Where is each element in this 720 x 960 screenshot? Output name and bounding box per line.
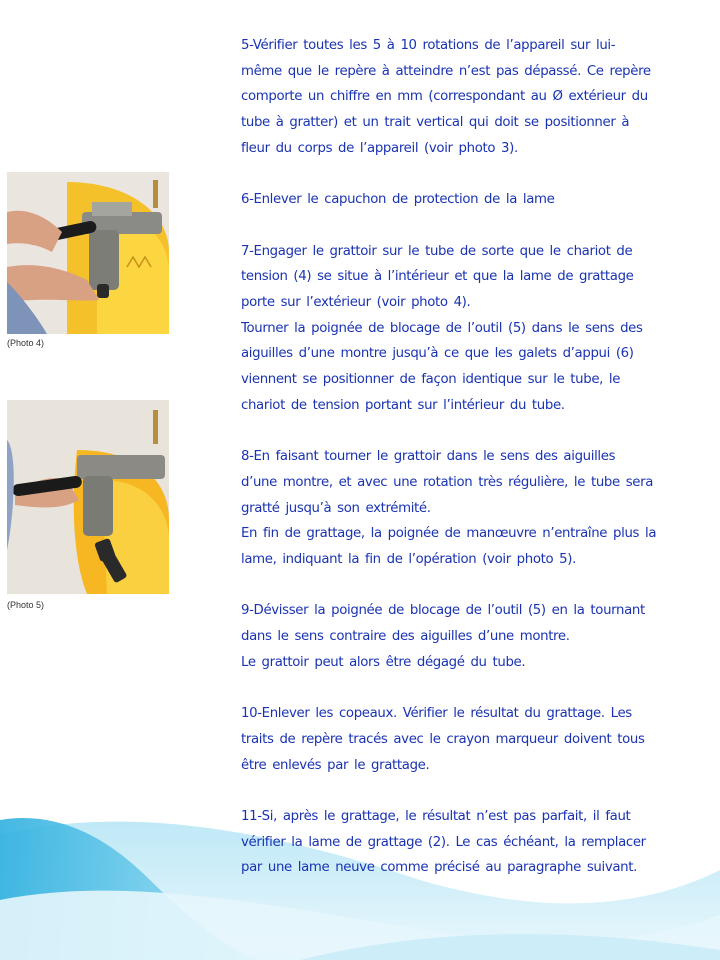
text-line: Le grattoir peut alors être dégagé du tube. bbox=[241, 654, 526, 670]
text-line: dans le sens contraire des aiguilles d’une montre. bbox=[241, 629, 570, 645]
step-6 bbox=[241, 187, 661, 213]
text-line: viennent se positionner de façon identique sur le tube, le bbox=[241, 372, 621, 388]
text-line: 9-Dévisser la poignée de blocage de l’outil (5) en la tournant bbox=[241, 603, 645, 619]
text-line: aiguilles d’une montre jusqu’à ce que les galets d’appui (6) bbox=[241, 346, 634, 362]
text-line: par une lame neuve comme précisé au paragraphe suivant. bbox=[241, 860, 637, 876]
text-line: vérifier la lame de grattage (2). Le cas échéant, la remplacer bbox=[241, 834, 646, 850]
text-line: 5-Vérifier toutes les 5 à 10 rotations de l’appareil sur lui- bbox=[241, 38, 616, 53]
text-line: 6-Enlever le capuchon de protection de la lame bbox=[241, 192, 555, 208]
text-line: 11-Si, après le grattage, le résultat n’est pas parfait, il faut bbox=[241, 809, 631, 824]
text-line: comporte un chiffre en mm (correspondant au Ø extérieur du bbox=[241, 89, 648, 105]
step-11 bbox=[241, 804, 661, 881]
text-line: En fin de grattage, la poignée de manœuvre n’entraîne plus la bbox=[241, 526, 657, 542]
text-line: être enlevés par le grattage. bbox=[241, 757, 430, 773]
text-line: 8-En faisant tourner le grattoir dans le sens des aiguilles bbox=[241, 449, 616, 465]
text-line: même que le repère à atteindre n’est pas dépassé. Ce repère bbox=[241, 63, 651, 79]
step-7 bbox=[241, 239, 661, 419]
text-line: gratté jusqu’à son extrémité. bbox=[241, 500, 431, 516]
text-line: porte sur l’extérieur (voir photo 4). bbox=[241, 295, 471, 310]
step-9 bbox=[241, 598, 661, 675]
text-line: d’une montre, et avec une rotation très régulière, le tube sera bbox=[241, 474, 654, 490]
photo-5 bbox=[7, 400, 169, 594]
text-line: 7-Engager le grattoir sur le tube de sorte que le chariot de bbox=[241, 243, 633, 259]
photo-5-caption: (Photo 5) bbox=[7, 600, 45, 610]
text-line: 10-Enlever les copeaux. Vérifier le résultat du grattage. Les bbox=[241, 706, 632, 722]
photo-4 bbox=[7, 172, 169, 334]
text-line: fleur du corps de l’appareil (voir photo 3). bbox=[241, 140, 518, 156]
text-line: chariot de tension portant sur l’intérieur du tube. bbox=[241, 397, 565, 413]
text-line: traits de repère tracés avec le crayon marqueur doivent tous bbox=[241, 731, 645, 747]
text-line: Tourner la poignée de blocage de l’outil (5) dans le sens des bbox=[241, 320, 643, 336]
step-5 bbox=[241, 33, 661, 162]
step-10 bbox=[241, 701, 661, 778]
instructions-text bbox=[241, 33, 661, 881]
text-line: lame, indiquant la fin de l’opération (voir photo 5). bbox=[241, 552, 576, 568]
text-line: tube à gratter) et un trait vertical qui doit se positionner à bbox=[241, 115, 630, 131]
photo-4-caption: (Photo 4) bbox=[7, 338, 45, 348]
text-line: tension (4) se situe à l’intérieur et que la lame de grattage bbox=[241, 269, 634, 285]
step-8 bbox=[241, 444, 661, 573]
